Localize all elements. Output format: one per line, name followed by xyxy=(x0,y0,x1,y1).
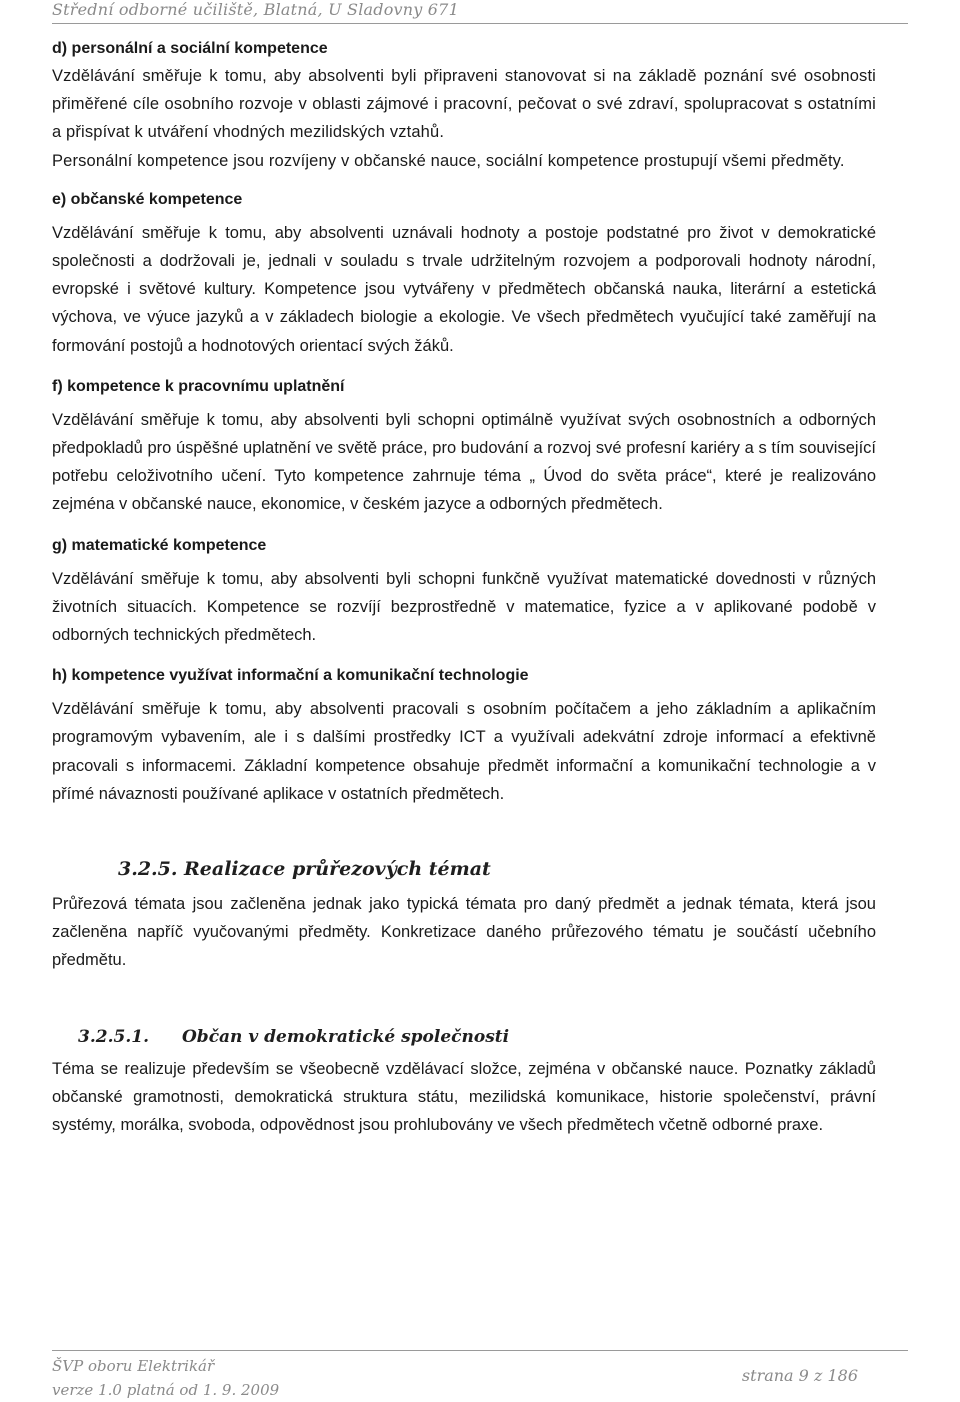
chapter-3-2-5-1 xyxy=(52,1023,876,1140)
footer-divider xyxy=(52,1350,908,1351)
chapter-3-2-5-1-paragraph: Téma se realizuje především se všeobecně vzdělávací složce, zejména v občanské nauce. Poznatky základů občanské gramotnosti, demokratická struktura státu, mezilidská komunikace, historie společenství, právní systémy, morálka, svoboda, odpovědnost jsou prohlubovány ve všech předmětech včetně odborné praxe. xyxy=(52,1059,876,1135)
section-h-paragraph: Vzdělávání směřuje k tomu, aby absolventi pracovali s osobním počítačem a jeho základním a aplikačním programovým vybavením, ale i s dalšími prostředky ICT a využívali adekvátní zdroje informací a efektivně pracovali s informacemi. Základní kompetence obsahuje předmět informační a komunikační technologie a v přímé návaznosti používané aplikace v ostatních předmětech. xyxy=(52,700,876,803)
section-d-paragraph-2: Personální kompetence jsou rozvíjeny v občanské nauce, sociální kompetence prostupují všemi předměty. xyxy=(52,151,845,170)
header-divider xyxy=(52,23,908,24)
chapter-3-2-5-heading xyxy=(52,854,876,884)
section-d-title: d) personální a sociální kompetence xyxy=(52,40,328,57)
section-g xyxy=(52,533,876,650)
chapter-3-2-5-1-title: Občan v demokratické společnosti xyxy=(182,1026,510,1047)
footer-page-number: strana 9 z 186 xyxy=(741,1366,858,1385)
section-f xyxy=(52,374,876,519)
section-h xyxy=(52,663,876,808)
section-e xyxy=(52,187,876,360)
chapter-3-2-5-number: 3.2.5. xyxy=(118,858,178,881)
section-g-title: g) matematické kompetence xyxy=(52,536,267,554)
section-e-title: e) občanské kompetence xyxy=(52,190,243,208)
chapter-3-2-5-title: Realizace průřezových témat xyxy=(184,858,491,881)
footer-version: verze 1.0 platná od 1. 9. 2009 xyxy=(52,1381,280,1399)
section-e-paragraph: Vzdělávání směřuje k tomu, aby absolventi uznávali hodnoty a postoje podstatné pro život v demokratické společnosti a dodržovali je, jednali v souladu s trvale udržitelným rozvojem a podporovali hodnoty národní, evropské i světové kultury. Kompetence jsou vytvářeny v předmětech občanská nauka, literární a estetická výchova, ve výuce jazyků a v základech biologie a ekologie. Ve všech předmětech vyučující také zaměřují na formování postojů a hodnotových orientací svých žáků. xyxy=(52,223,876,355)
section-f-title: f) kompetence k pracovnímu uplatnění xyxy=(52,377,345,395)
section-h-title: h) kompetence využívat informační a komunikační technologie xyxy=(52,667,529,685)
footer-doc-name: ŠVP oboru Elektrikář xyxy=(52,1357,215,1375)
chapter-3-2-5 xyxy=(52,854,876,975)
chapter-3-2-5-1-heading xyxy=(52,1023,876,1051)
section-d xyxy=(52,36,876,175)
page-content xyxy=(52,36,876,1139)
chapter-3-2-5-1-number: 3.2.5.1. xyxy=(78,1026,149,1047)
section-g-paragraph: Vzdělávání směřuje k tomu, aby absolventi byli schopni funkčně využívat matematické dovednosti v různých životních situacích. Kompetence se rozvíjí bezprostředně v matematice, fyzice a v aplikované podobě v odborných technických předmětech. xyxy=(52,569,876,645)
page-header: Střední odborné učiliště, Blatná, U Sladovny 671 xyxy=(52,0,459,19)
footer-info xyxy=(52,1354,279,1402)
section-f-paragraph: Vzdělávání směřuje k tomu, aby absolventi byli schopni optimálně využívat svých osobnostních a odborných předpokladů pro úspěšné uplatnění ve světě práce, pro budování a rozvoj své profesní kariéry a s tím související potřebu celoživotního učení. Tyto kompetence zahrnuje téma „ Úvod do světa práce“, které je realizováno zejména v občanské nauce, ekonomice, v českém jazyce a odborných předmětech. xyxy=(52,410,876,514)
section-d-paragraph-1: Vzdělávání směřuje k tomu, aby absolventi byli připraveni stanovovat si na základě poznání své osobnosti přiměřené cíle osobního rozvoje v oblasti zájmové i pracovní, pečovat o své zdraví, spolupracovat s ostatními a přispívat k utváření vhodných mezilidských vztahů. xyxy=(52,67,876,142)
chapter-3-2-5-paragraph: Průřezová témata jsou začleněna jednak jako typická témata pro daný předmět a jednak témata, která jsou začleněna napříč vyučovanými předměty. Konkretizace daného průřezového tématu je součástí učebního předmětu. xyxy=(52,895,876,970)
